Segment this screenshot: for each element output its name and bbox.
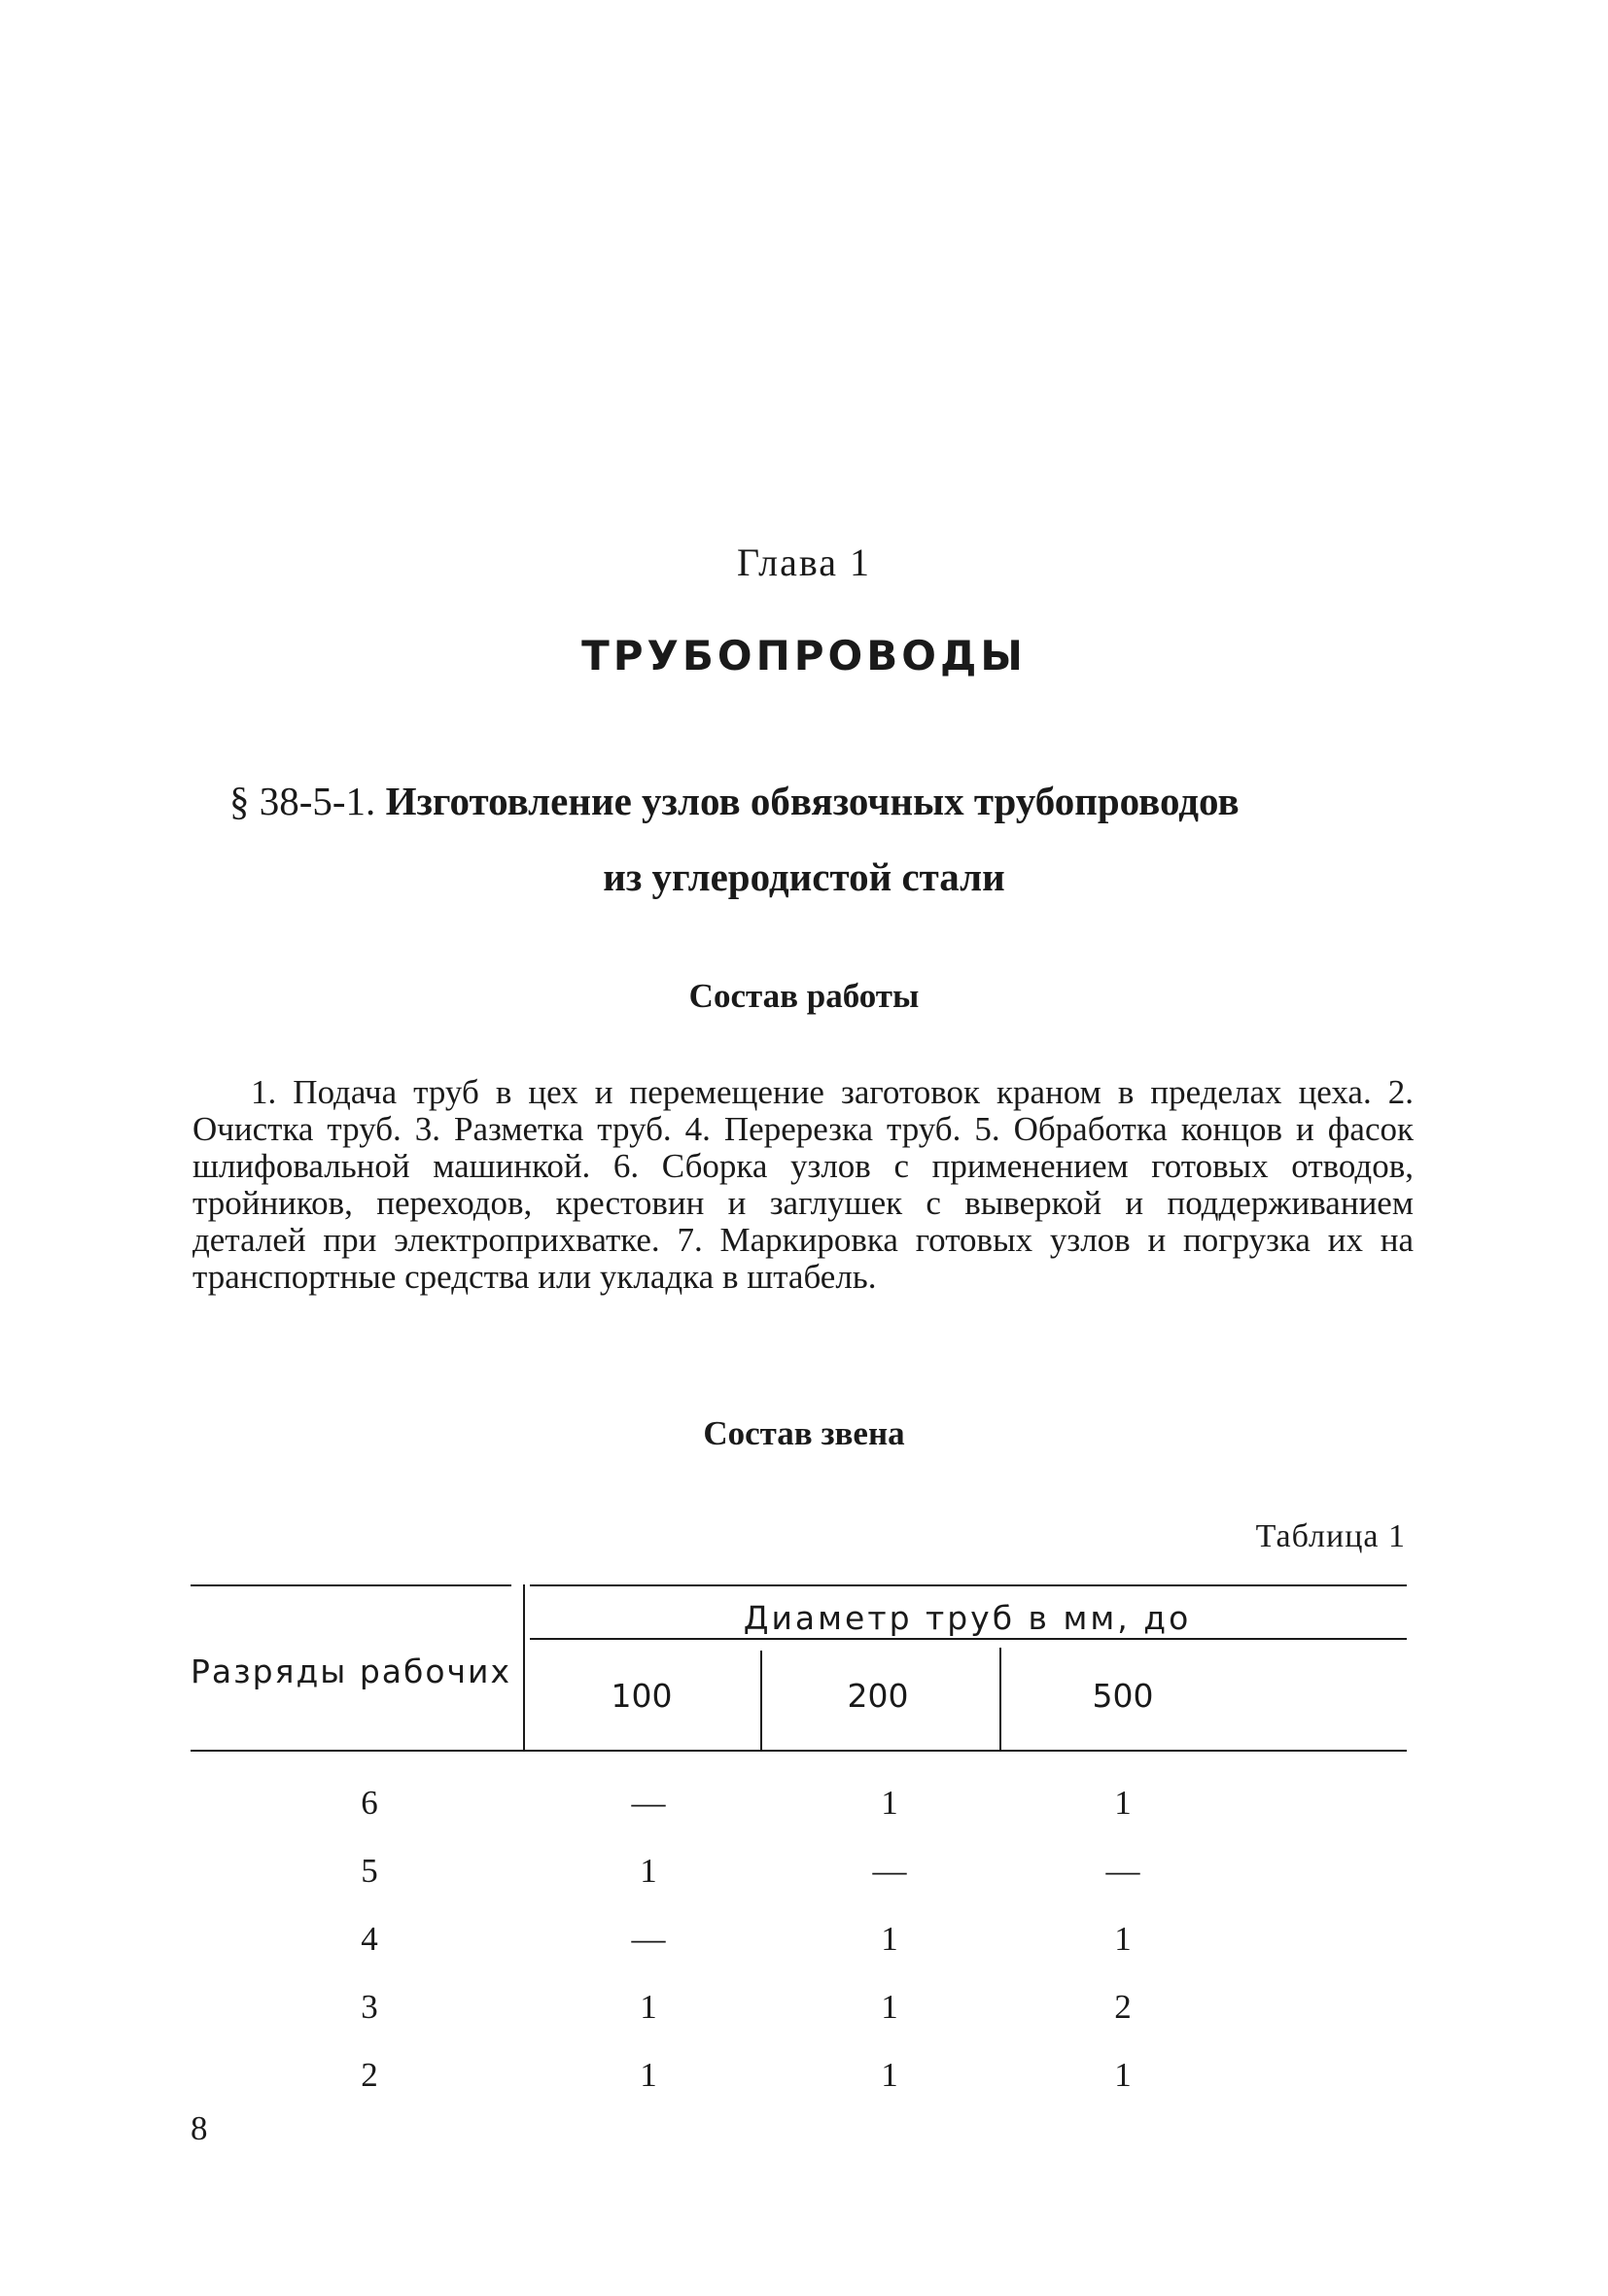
table-cell-grade: 6 (361, 1784, 378, 1822)
table-cell: — (872, 1852, 907, 1890)
section-number: § 38-5-1. (229, 779, 376, 823)
table-cell: 1 (640, 1852, 657, 1890)
crew-heading: Состав звена (703, 1414, 905, 1452)
table-col-divider-1 (760, 1651, 762, 1750)
section-title-line1 (229, 778, 1416, 824)
table-row-header-divider (523, 1584, 525, 1750)
table-cell: 1 (640, 2056, 657, 2094)
table-cell: 1 (1114, 1920, 1132, 1958)
work-description: 1. Подача труб в цех и перемещение заготовок краном в пределах цеха. 2. Очистка труб. 3. Разметка труб. 4. Перерезка труб. 5. Обработка концов и фасок шлифовальной машинкой. 6. Сборка узлов с применением готовых отводов, тройников, переходов, крестовин и заглушек с выверкой и поддерживанием деталей при электроприхватке. 7. Маркировка готовых узлов и погрузка их на транспортные средства или укладка в штабель. (192, 1073, 1414, 1296)
table-cell: 1 (881, 1920, 898, 1958)
table-cell: 1 (881, 1988, 898, 2026)
table-top-rule-left (191, 1584, 511, 1586)
table-top-rule-right (530, 1584, 1407, 1586)
section-title: Изготовление узлов обвязочных трубопроводов (385, 779, 1240, 823)
table-cell: — (1105, 1852, 1140, 1890)
chapter-label: Глава 1 (737, 540, 871, 584)
table-group-header: Диаметр труб в мм, до (743, 1599, 1192, 1637)
table-caption: Таблица 1 (1255, 1518, 1406, 1554)
table-cell: 1 (1114, 2056, 1132, 2094)
table-cell-grade: 4 (361, 1920, 378, 1958)
table-cell-grade: 3 (361, 1988, 378, 2026)
section-title-line2: из углеродистой стали (603, 854, 1005, 899)
table-cell: 1 (881, 2056, 898, 2094)
table-col-header-500: 500 (1092, 1677, 1154, 1715)
table-cell: 1 (1114, 1784, 1132, 1822)
table-cell: — (631, 1920, 666, 1958)
table-col-header-200: 200 (847, 1677, 909, 1715)
chapter-title: ТРУБОПРОВОДЫ (581, 632, 1027, 679)
page-number: 8 (191, 2109, 208, 2147)
table-cell: 1 (640, 1988, 657, 2026)
table-row-header: Разряды рабочих (191, 1652, 512, 1690)
table-group-rule (530, 1638, 1407, 1640)
table-col-header-100: 100 (611, 1677, 673, 1715)
table-cell-grade: 2 (361, 2056, 378, 2094)
table-cell-grade: 5 (361, 1852, 378, 1890)
table-cell: 2 (1114, 1988, 1132, 2026)
table-header-bottom-rule (191, 1750, 1407, 1752)
table-col-divider-2 (999, 1648, 1001, 1750)
table-cell: — (631, 1784, 666, 1822)
work-heading: Состав работы (688, 977, 920, 1015)
table-cell: 1 (881, 1784, 898, 1822)
